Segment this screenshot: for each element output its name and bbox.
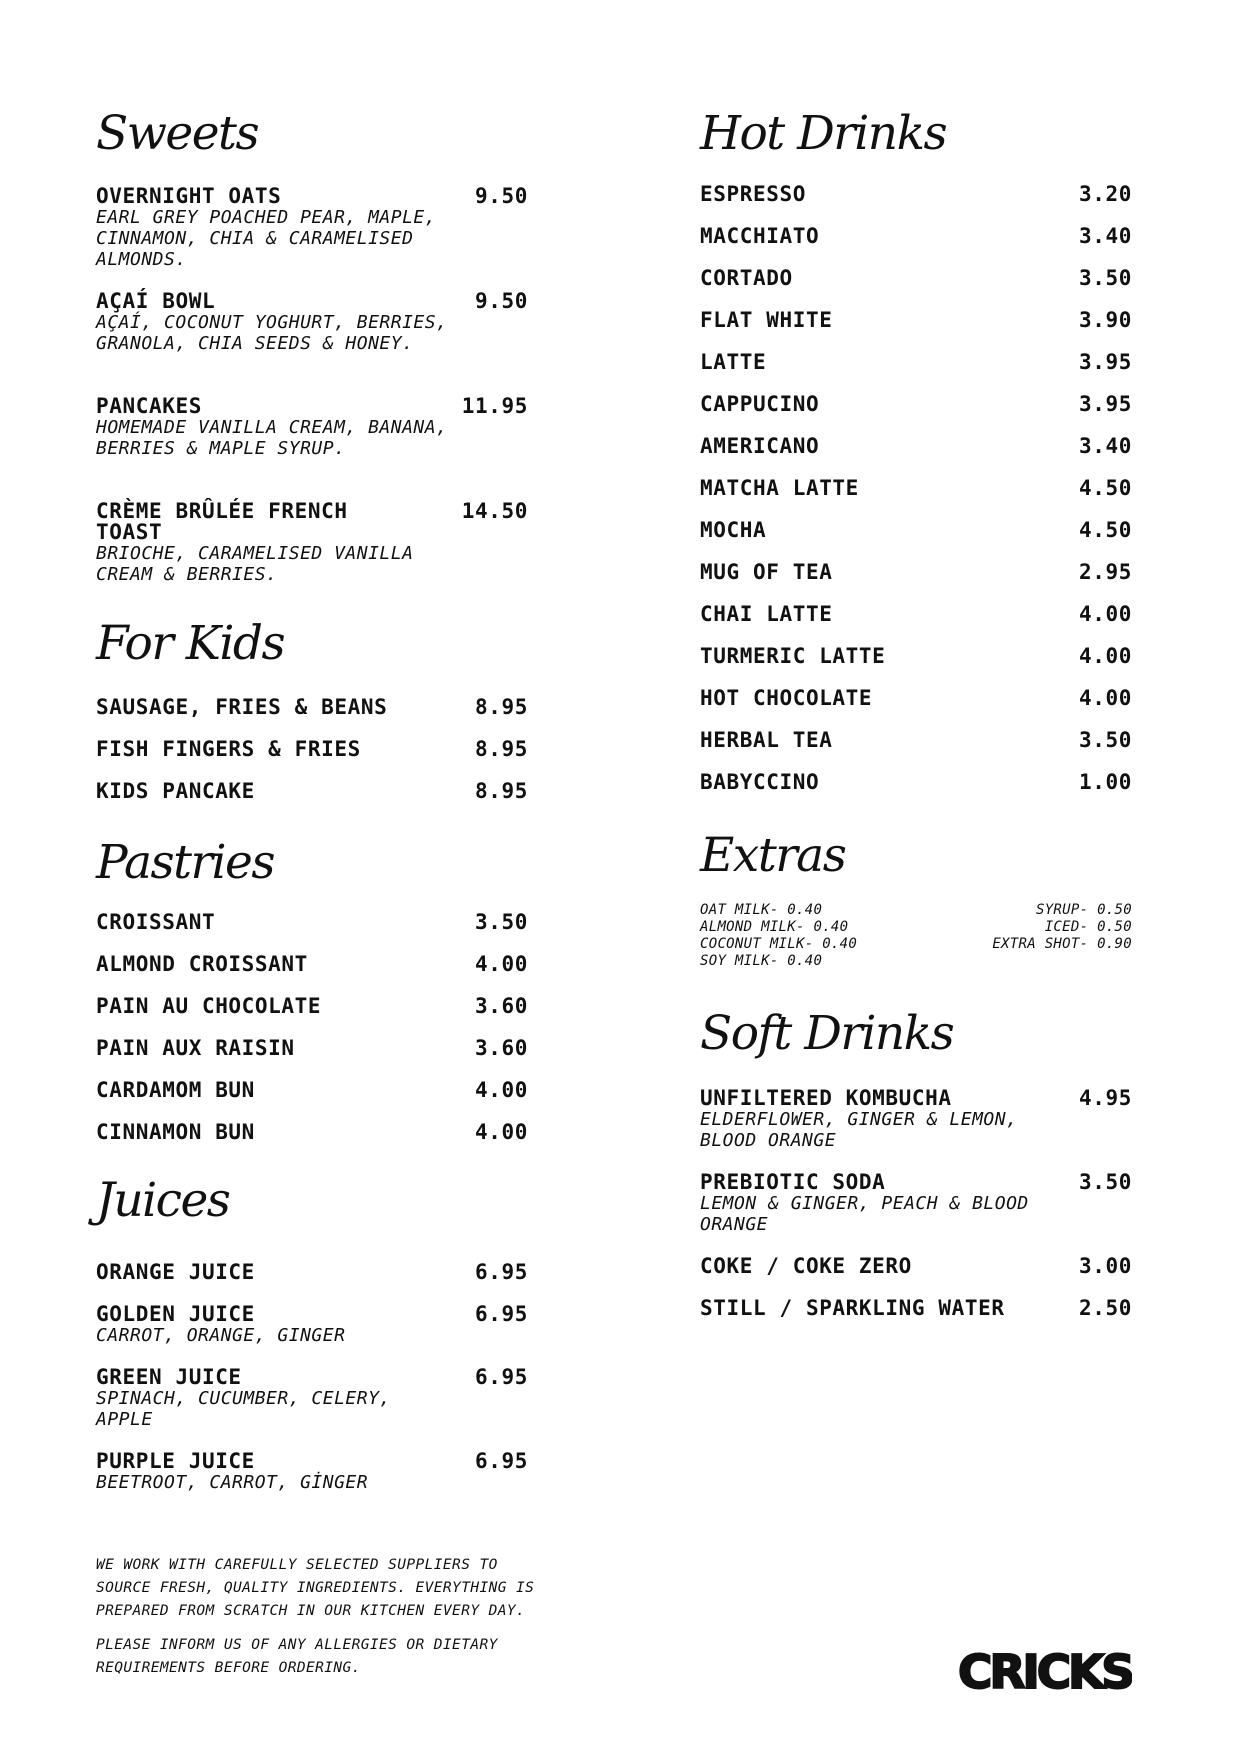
extras-right-list xyxy=(992,902,1132,953)
item-name: PAIN AU CHOCOLATE xyxy=(96,994,322,1018)
extra-almond-milk: ALMOND MILK- 0.40 xyxy=(700,919,849,935)
item-name: MOCHA xyxy=(700,518,767,542)
item-price: 9.50 xyxy=(475,184,528,208)
menu-item-cortado xyxy=(700,268,1132,289)
item-name: ESPRESSO xyxy=(700,182,806,206)
item-price: 3.60 xyxy=(475,1036,528,1060)
item-price: 1.00 xyxy=(1079,770,1132,794)
item-price: 6.95 xyxy=(475,1449,528,1473)
menu-item-turmeric-latte xyxy=(700,646,1132,667)
item-price: 4.00 xyxy=(475,1078,528,1102)
item-name: TURMERIC LATTE xyxy=(700,644,886,668)
item-name: CORTADO xyxy=(700,266,793,290)
item-description: LEMON & GINGER, PEACH & BLOOD ORANGE xyxy=(700,1193,1029,1235)
item-name: PURPLE JUICE xyxy=(96,1449,255,1473)
item-price: 3.95 xyxy=(1079,392,1132,416)
item-price: 3.20 xyxy=(1079,182,1132,206)
item-name: GOLDEN JUICE xyxy=(96,1302,255,1326)
item-price: 11.95 xyxy=(461,394,528,418)
item-name: MUG OF TEA xyxy=(700,560,833,584)
extra-oat-milk: OAT MILK- 0.40 xyxy=(700,902,823,918)
menu-item-coke xyxy=(700,1256,1132,1277)
item-name: FISH FINGERS & FRIES xyxy=(96,737,361,761)
item-price: 3.40 xyxy=(1079,434,1132,458)
hot-drinks-heading: Hot Drinks xyxy=(700,106,947,161)
item-price: 4.50 xyxy=(1079,476,1132,500)
for-kids-heading: For Kids xyxy=(96,616,285,671)
juices-heading: Juices xyxy=(96,1173,230,1228)
extra-iced: ICED- 0.50 xyxy=(1044,919,1132,935)
menu-item-espresso xyxy=(700,184,1132,205)
extra-syrup: SYRUP- 0.50 xyxy=(1035,902,1132,918)
item-price: 3.90 xyxy=(1079,308,1132,332)
item-price: 4.95 xyxy=(1079,1086,1132,1110)
item-name: GREEN JUICE xyxy=(96,1365,242,1389)
item-price: 3.50 xyxy=(475,910,528,934)
menu-item-hot-chocolate xyxy=(700,688,1132,709)
item-name: HOT CHOCOLATE xyxy=(700,686,873,710)
item-price: 8.95 xyxy=(475,737,528,761)
item-price: 2.95 xyxy=(1079,560,1132,584)
menu-item-pain-au-chocolate xyxy=(96,996,528,1017)
item-description: ELDERFLOWER, GINGER & LEMON, BLOOD ORANGE xyxy=(700,1109,1018,1151)
item-price: 4.00 xyxy=(1079,686,1132,710)
item-name: CRÈME BRÛLÉE FRENCH TOAST xyxy=(96,499,348,544)
menu-item-latte xyxy=(700,352,1132,373)
item-price: 4.00 xyxy=(1079,644,1132,668)
footer-notes xyxy=(96,1554,546,1691)
item-price: 14.50 xyxy=(461,499,528,523)
soft-drinks-heading: Soft Drinks xyxy=(700,1006,954,1061)
item-name: AMERICANO xyxy=(700,434,820,458)
menu-item-kids-pancake xyxy=(96,781,528,802)
item-price: 6.95 xyxy=(475,1260,528,1284)
menu-item-croissant xyxy=(96,912,528,933)
menu-item-chai-latte xyxy=(700,604,1132,625)
menu-item-pain-aux-raisin xyxy=(96,1038,528,1059)
item-price: 4.00 xyxy=(1079,602,1132,626)
item-price: 8.95 xyxy=(475,695,528,719)
item-price: 3.50 xyxy=(1079,728,1132,752)
cricks-logo xyxy=(958,1648,1132,1697)
item-description: AÇAÍ, COCONUT YOGHURT, BERRIES, GRANOLA, CHIA SEEDS & HONEY. xyxy=(96,312,448,354)
menu-item-macchiato xyxy=(700,226,1132,247)
item-name: CINNAMON BUN xyxy=(96,1120,255,1144)
item-name: BABYCCINO xyxy=(700,770,820,794)
menu-item-overnight-oats xyxy=(96,186,528,270)
menu-item-sausage-fries-beans xyxy=(96,697,528,718)
item-price: 3.95 xyxy=(1079,350,1132,374)
menu-item-fish-fingers-fries xyxy=(96,739,528,760)
item-name: CROISSANT xyxy=(96,910,216,934)
item-name: CARDAMOM BUN xyxy=(96,1078,255,1102)
extra-soy-milk: SOY MILK- 0.40 xyxy=(700,953,823,969)
item-name: STILL / SPARKLING WATER xyxy=(700,1296,1005,1320)
item-name: ORANGE JUICE xyxy=(96,1260,255,1284)
item-description: EARL GREY POACHED PEAR, MAPLE, CINNAMON, CHIA & CARAMELISED ALMONDS. xyxy=(96,207,437,270)
item-price: 6.95 xyxy=(475,1365,528,1389)
item-description: BRIOCHE, CARAMELISED VANILLA CREAM & BERRIES. xyxy=(96,543,414,585)
sourcing-note: WE WORK WITH CAREFULLY SELECTED SUPPLIERS TO SOURCE FRESH, QUALITY INGREDIENTS. EVERYTHING IS PREPARED FROM SCRATCH IN OUR KITCHEN EVERY DAY. xyxy=(96,1557,535,1619)
pastries-heading: Pastries xyxy=(96,835,274,890)
menu-item-green-juice xyxy=(96,1367,528,1430)
item-price: 3.50 xyxy=(1079,266,1132,290)
item-price: 4.50 xyxy=(1079,518,1132,542)
item-name: UNFILTERED KOMBUCHA xyxy=(700,1086,952,1110)
menu-item-herbal-tea xyxy=(700,730,1132,751)
item-name: HERBAL TEA xyxy=(700,728,833,752)
item-price: 9.50 xyxy=(475,289,528,313)
menu-item-almond-croissant xyxy=(96,954,528,975)
item-name: MATCHA LATTE xyxy=(700,476,859,500)
item-name: KIDS PANCAKE xyxy=(96,779,255,803)
item-name: ALMOND CROISSANT xyxy=(96,952,308,976)
item-name: MACCHIATO xyxy=(700,224,820,248)
item-price: 8.95 xyxy=(475,779,528,803)
item-name: SAUSAGE, FRIES & BEANS xyxy=(96,695,388,719)
menu-item-cappucino xyxy=(700,394,1132,415)
sweets-heading: Sweets xyxy=(96,106,259,161)
menu-item-golden-juice xyxy=(96,1304,528,1346)
menu-item-pancakes xyxy=(96,396,528,459)
item-description: BEETROOT, CARROT, GİNGER xyxy=(96,1472,369,1493)
item-price: 4.00 xyxy=(475,952,528,976)
menu-item-cardamom-bun xyxy=(96,1080,528,1101)
menu-item-acai-bowl xyxy=(96,291,528,354)
menu-item-babyccino xyxy=(700,772,1132,793)
item-price: 6.95 xyxy=(475,1302,528,1326)
menu-item-prebiotic-soda xyxy=(700,1172,1132,1235)
menu-item-mug-of-tea xyxy=(700,562,1132,583)
item-price: 3.00 xyxy=(1079,1254,1132,1278)
item-name: PREBIOTIC SODA xyxy=(700,1170,886,1194)
menu-item-purple-juice xyxy=(96,1451,528,1493)
logo-text: CRICKS xyxy=(958,1648,1132,1692)
menu-item-water xyxy=(700,1298,1132,1319)
item-description: SPINACH, CUCUMBER, CELERY, APPLE xyxy=(96,1388,391,1430)
menu-item-matcha-latte xyxy=(700,478,1132,499)
item-name: FLAT WHITE xyxy=(700,308,833,332)
menu-item-unfiltered-kombucha xyxy=(700,1088,1132,1151)
item-price: 3.40 xyxy=(1079,224,1132,248)
extras-left-list xyxy=(700,902,857,970)
menu-item-cinnamon-bun xyxy=(96,1122,528,1143)
item-name: COKE / COKE ZERO xyxy=(700,1254,912,1278)
item-price: 2.50 xyxy=(1079,1296,1132,1320)
menu-item-flat-white xyxy=(700,310,1132,331)
menu-item-creme-brulee-french-toast xyxy=(96,501,528,585)
item-name: LATTE xyxy=(700,350,767,374)
allergy-note: PLEASE INFORM US OF ANY ALLERGIES OR DIETARY REQUIREMENTS BEFORE ORDERING. xyxy=(96,1637,498,1676)
item-price: 3.60 xyxy=(475,994,528,1018)
item-price: 3.50 xyxy=(1079,1170,1132,1194)
menu-item-mocha xyxy=(700,520,1132,541)
menu-item-americano xyxy=(700,436,1132,457)
extra-coconut-milk: COCONUT MILK- 0.40 xyxy=(700,936,858,952)
item-name: CHAI LATTE xyxy=(700,602,833,626)
extras-heading: Extras xyxy=(700,828,846,883)
item-description: CARROT, ORANGE, GINGER xyxy=(96,1325,346,1346)
item-name: OVERNIGHT OATS xyxy=(96,184,282,208)
item-name: PANCAKES xyxy=(96,394,202,418)
item-name: CAPPUCINO xyxy=(700,392,820,416)
extra-shot: EXTRA SHOT- 0.90 xyxy=(992,936,1132,952)
item-price: 4.00 xyxy=(475,1120,528,1144)
item-description: HOMEMADE VANILLA CREAM, BANANA, BERRIES & MAPLE SYRUP. xyxy=(96,417,448,459)
item-name: PAIN AUX RAISIN xyxy=(96,1036,295,1060)
item-name: AÇAÍ BOWL xyxy=(96,289,216,313)
menu-item-orange-juice xyxy=(96,1262,528,1283)
